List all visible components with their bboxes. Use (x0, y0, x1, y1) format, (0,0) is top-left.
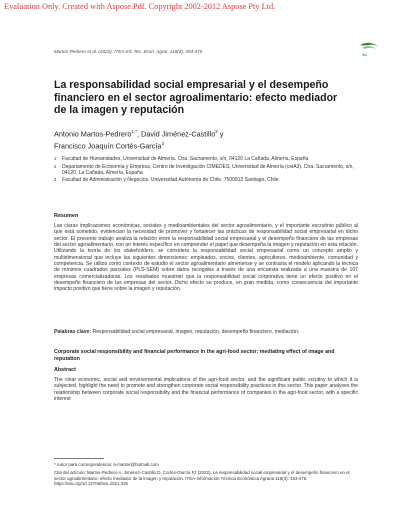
author-name: Antonio Martos-Pedrero (54, 129, 132, 139)
author-affiliation-marker: 1,* (131, 129, 137, 134)
affiliation-item (54, 156, 354, 162)
affiliation-list (54, 156, 354, 185)
resumen-heading: Resumen (54, 213, 79, 219)
keywords-label: Palabras clave: (54, 329, 92, 335)
affiliation-item (54, 164, 354, 177)
affiliation-number: 2 (54, 163, 57, 169)
author-name: David Jiménez-Castillo (141, 129, 216, 139)
citation-note: Cita del artículo: Martos-Pedrero A, Jiménez-Castillo D, Cortés-García FJ (2022). La responsabilidad social empresarial y el desempeño financiero en el sector agroalimentario: efecto mediador de la imagen y reputación. ITEA-Información Técnica Económica Agraria 118(3): 453-475. https://doi.org/10.12706/itea.2021.035 (54, 470, 350, 487)
english-title: Corporate social responsibility and financial performance in the agri-food sector: mediating effect of image and reputation (54, 349, 335, 362)
keywords-line (54, 329, 358, 335)
author-affiliation-marker: 2 (215, 129, 218, 134)
author-conjunction: y (219, 129, 224, 139)
resumen-body: Las claras implicaciones económicas, sociales y medioambientales del sector agroalimentario, y el importante escrutinio público al que está sometido, evidencian la necesidad de promover y fortalecer las prácticas de responsabilidad social empresarial en dicho sector. El presente trabajo analiza la relación entre la responsabilidad social empresarial y el desempeño financiero de las empresas del sector agroalimentario, con un interés específico en comprender el papel que desempeña la imagen y reputación en esta relación. Utilizando la teoría de los stakeholders, se considera la responsabilidad social empresarial como un concepto amplio y multidimensional que incluye las siguientes dimensiones: empleados, socios, clientes, agricultores, medioambiente, comunidad y competencia. Se utiliza como contexto de estudio el sector agroalimentario almeriense y se contrasta el modelo aplicando la técnica de mínimos cuadrados parciales (PLS-SEM) sobre datos recogidos a través de una encuesta realizada a una muestra de 107 empresas comercializadoras. Los resultados muestran que la responsabilidad social corporativa tiene un efecto positivo en el desempeño financiero de las empresas del sector. Dicho efecto se produce, en gran medida, como consecuencia del importante impacto positivo que tiene sobre la imagen y reputación. (54, 223, 358, 293)
journal-citation-header: Martos-Pedrero et al. (2022). ITEA-Inf. Tec. Econ. Agrar. 118(3), 453-475 (54, 49, 203, 54)
footnote-divider (54, 458, 104, 459)
affiliation-text: Facultad de Administración y Negocios, Universidad Autónoma de Chile. 7500912 Santiago, Chile (62, 177, 279, 184)
affiliation-text: Facultad de Humanidades, Universidad de Almería. Ctra. Sacramento, s/n, 04120 La Cañada, Almería, España (62, 156, 309, 162)
affiliation-item (54, 177, 354, 183)
corresponding-author-note: * Autor para correspondencia: a-martos@hotmail.com (54, 462, 159, 467)
abstract-heading: Abstract (54, 367, 76, 373)
logo-text: itea (362, 53, 368, 57)
keywords-text: Responsabilidad social empresarial, imagen, reputación, desempeño financiero, mediación. (92, 329, 300, 335)
article-title: La responsabilidad social empresarial y el desempeño financiero en el sector agroalimentario: efecto mediador de la imagen y reputación (54, 79, 338, 117)
author-affiliation-marker: 3 (161, 141, 164, 147)
journal-logo (356, 41, 382, 59)
affiliation-number: 1 (54, 156, 57, 161)
affiliation-number: 3 (54, 177, 57, 183)
evaluation-watermark: Evaluation Only. Created with Aspose.Pdf. Copyright 2002-2012 Aspose Pty Ltd. (4, 2, 276, 11)
affiliation-text: Departamento de Economía y Empresa, Centro de Investigación CIMEDES, Universidad de Almería (ceiA3). Ctra. Sacramento, s/n, 04120, La Cañada, Almería, España (62, 163, 354, 176)
author-name: Francisco Joaquín Cortés-García (54, 141, 162, 151)
author-list: Antonio Martos-Pedrero$^{1,*}$, David Jiménez-Castillo$^2$ y Francisco Joaquín Cortés-García$^3$ (54, 129, 224, 151)
abstract-body: The clear economic, social and environmental implications of the agri-food sector, and the significant public scrutiny to which it is subjected, highlight the need to promote and strengthen corporate social responsibility practices in this sector. This paper analyses the relationship between corporate social responsibility and the financial performance of companies in the agri-food sector, with a specific interest (54, 377, 358, 403)
